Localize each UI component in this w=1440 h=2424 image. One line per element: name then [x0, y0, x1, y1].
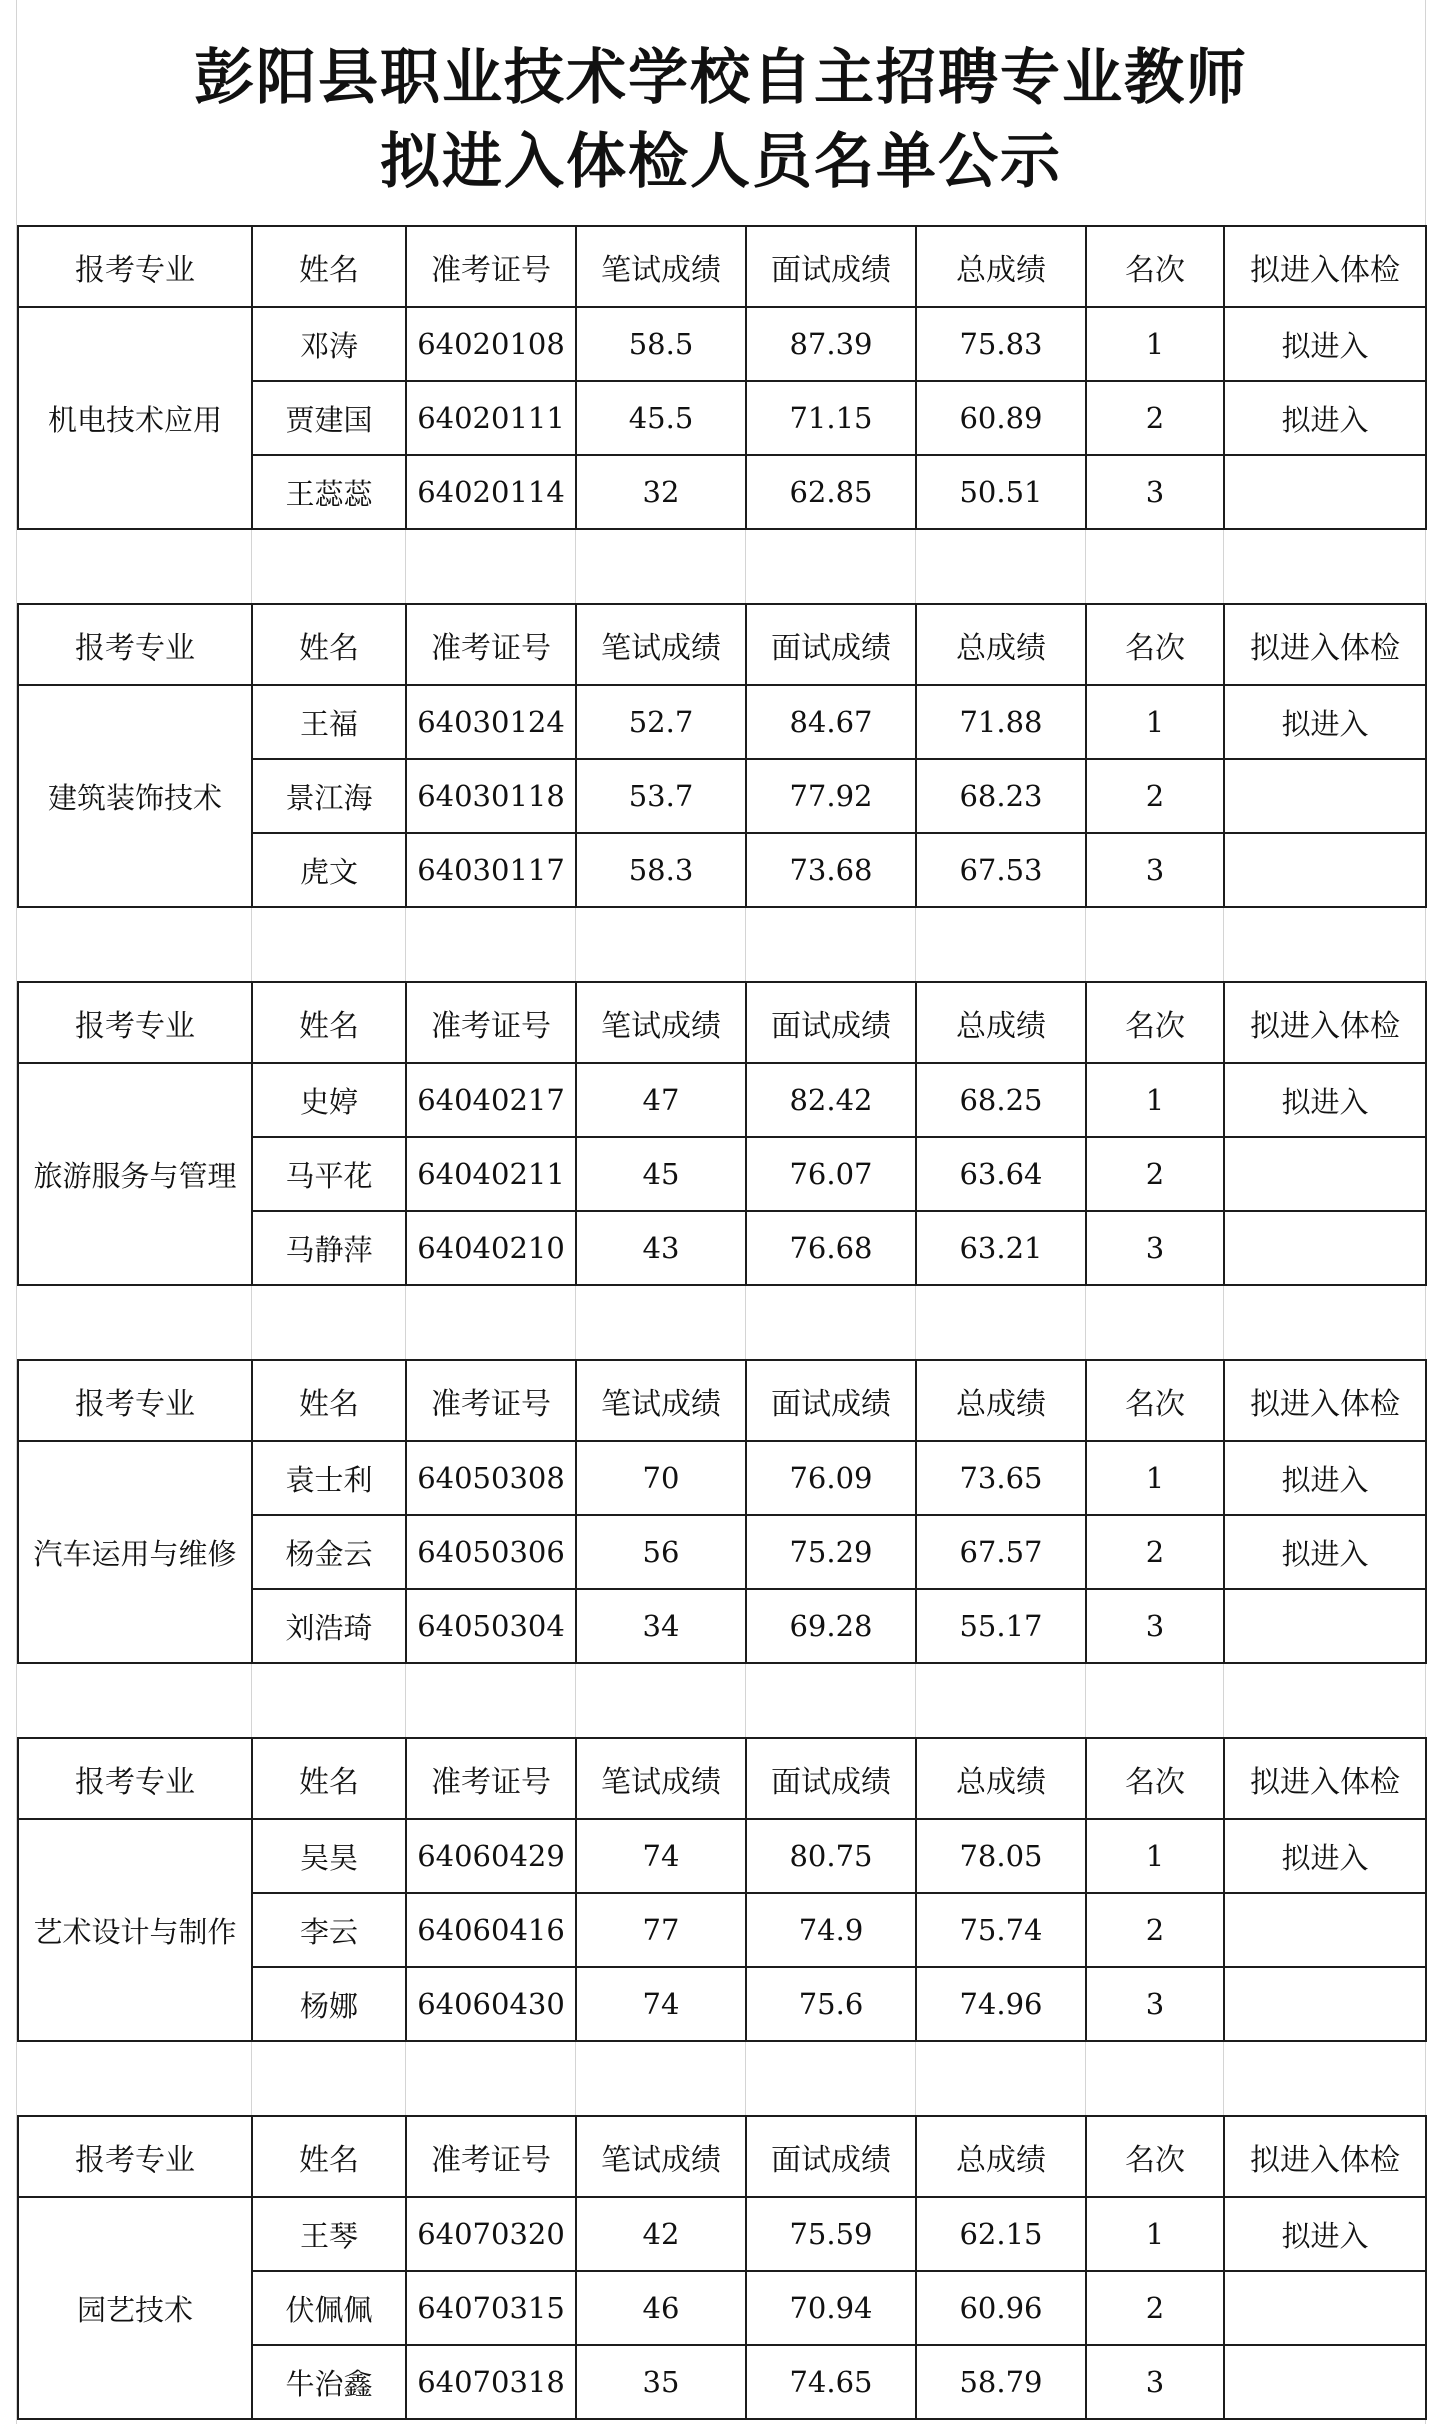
table-header-row — [18, 982, 1426, 1063]
header-total-score: 总成绩 — [916, 604, 1086, 685]
score-table — [17, 1359, 1427, 1664]
cell-interview-score: 80.75 — [746, 1819, 916, 1893]
cell-exam-id: 64060416 — [406, 1893, 576, 1967]
cell-name: 贾建国 — [252, 381, 406, 455]
section-table — [17, 1737, 1425, 2042]
gridline — [405, 530, 406, 603]
cell-rank: 2 — [1086, 1137, 1224, 1211]
cell-exam-id: 64040211 — [406, 1137, 576, 1211]
table-row — [18, 1819, 1426, 1893]
header-interview-score: 面试成绩 — [746, 1738, 916, 1819]
cell-major: 园艺技术 — [18, 2197, 252, 2419]
cell-name: 杨娜 — [252, 1967, 406, 2041]
cell-physical-exam — [1224, 833, 1426, 907]
table-row — [18, 685, 1426, 759]
cell-total-score: 73.65 — [916, 1441, 1086, 1515]
gridline — [915, 1664, 916, 1737]
cell-interview-score: 82.42 — [746, 1063, 916, 1137]
header-physical-exam: 拟进入体检 — [1224, 982, 1426, 1063]
gridline — [1223, 530, 1224, 603]
cell-name: 吴昊 — [252, 1819, 406, 1893]
cell-total-score: 67.57 — [916, 1515, 1086, 1589]
cell-exam-id: 64030118 — [406, 759, 576, 833]
cell-total-score: 68.25 — [916, 1063, 1086, 1137]
header-exam-id: 准考证号 — [406, 982, 576, 1063]
table-row — [18, 2197, 1426, 2271]
header-total-score: 总成绩 — [916, 226, 1086, 307]
cell-interview-score: 75.59 — [746, 2197, 916, 2271]
table-row — [18, 307, 1426, 381]
gridline — [1085, 1664, 1086, 1737]
cell-name: 王琴 — [252, 2197, 406, 2271]
cell-rank: 1 — [1086, 1819, 1224, 1893]
cell-written-score: 47 — [576, 1063, 746, 1137]
cell-written-score: 35 — [576, 2345, 746, 2419]
gridline — [915, 1286, 916, 1359]
header-major: 报考专业 — [18, 982, 252, 1063]
header-physical-exam: 拟进入体检 — [1224, 1738, 1426, 1819]
cell-physical-exam: 拟进入 — [1224, 1819, 1426, 1893]
header-name: 姓名 — [252, 604, 406, 685]
gridline — [575, 1286, 576, 1359]
gridline — [1085, 2042, 1086, 2115]
cell-physical-exam: 拟进入 — [1224, 307, 1426, 381]
gridline — [575, 1664, 576, 1737]
header-physical-exam: 拟进入体检 — [1224, 1360, 1426, 1441]
cell-written-score: 70 — [576, 1441, 746, 1515]
cell-interview-score: 71.15 — [746, 381, 916, 455]
gridline — [1223, 2042, 1224, 2115]
cell-major: 机电技术应用 — [18, 307, 252, 529]
section-table — [17, 603, 1425, 908]
header-physical-exam: 拟进入体检 — [1224, 604, 1426, 685]
cell-physical-exam — [1224, 1893, 1426, 1967]
cell-written-score: 77 — [576, 1893, 746, 1967]
header-major: 报考专业 — [18, 604, 252, 685]
section-table — [17, 225, 1425, 530]
cell-rank: 1 — [1086, 2197, 1224, 2271]
cell-written-score: 74 — [576, 1819, 746, 1893]
header-rank: 名次 — [1086, 2116, 1224, 2197]
cell-name: 杨金云 — [252, 1515, 406, 1589]
header-written-score: 笔试成绩 — [576, 1738, 746, 1819]
gridline — [745, 530, 746, 603]
cell-total-score: 63.21 — [916, 1211, 1086, 1285]
cell-physical-exam — [1224, 1137, 1426, 1211]
gridline-spacer — [17, 530, 1425, 603]
header-interview-score: 面试成绩 — [746, 2116, 916, 2197]
cell-exam-id: 64020111 — [406, 381, 576, 455]
cell-total-score: 78.05 — [916, 1819, 1086, 1893]
table-row — [18, 1063, 1426, 1137]
header-rank: 名次 — [1086, 1360, 1224, 1441]
cell-written-score: 34 — [576, 1589, 746, 1663]
cell-physical-exam — [1224, 2345, 1426, 2419]
cell-total-score: 62.15 — [916, 2197, 1086, 2271]
cell-physical-exam — [1224, 455, 1426, 529]
header-written-score: 笔试成绩 — [576, 1360, 746, 1441]
cell-total-score: 68.23 — [916, 759, 1086, 833]
header-interview-score: 面试成绩 — [746, 982, 916, 1063]
header-written-score: 笔试成绩 — [576, 604, 746, 685]
cell-rank: 3 — [1086, 1211, 1224, 1285]
cell-total-score: 75.74 — [916, 1893, 1086, 1967]
header-physical-exam: 拟进入体检 — [1224, 226, 1426, 307]
header-name: 姓名 — [252, 1360, 406, 1441]
table-header-row — [18, 1360, 1426, 1441]
cell-physical-exam: 拟进入 — [1224, 1441, 1426, 1515]
header-total-score: 总成绩 — [916, 2116, 1086, 2197]
cell-rank: 1 — [1086, 1063, 1224, 1137]
gridline — [915, 530, 916, 603]
gridline — [915, 2042, 916, 2115]
cell-exam-id: 64020108 — [406, 307, 576, 381]
cell-written-score: 58.5 — [576, 307, 746, 381]
cell-exam-id: 64040217 — [406, 1063, 576, 1137]
header-rank: 名次 — [1086, 1738, 1224, 1819]
cell-interview-score: 74.65 — [746, 2345, 916, 2419]
cell-total-score: 60.89 — [916, 381, 1086, 455]
header-interview-score: 面试成绩 — [746, 604, 916, 685]
table-header-row — [18, 1738, 1426, 1819]
cell-written-score: 52.7 — [576, 685, 746, 759]
header-interview-score: 面试成绩 — [746, 1360, 916, 1441]
header-total-score: 总成绩 — [916, 1738, 1086, 1819]
gridline — [575, 908, 576, 981]
gridline — [915, 908, 916, 981]
header-name: 姓名 — [252, 982, 406, 1063]
cell-written-score: 74 — [576, 1967, 746, 2041]
cell-interview-score: 76.09 — [746, 1441, 916, 1515]
cell-written-score: 43 — [576, 1211, 746, 1285]
table-row — [18, 1441, 1426, 1515]
cell-rank: 2 — [1086, 381, 1224, 455]
cell-physical-exam: 拟进入 — [1224, 2197, 1426, 2271]
cell-written-score: 56 — [576, 1515, 746, 1589]
cell-exam-id: 64050308 — [406, 1441, 576, 1515]
gridline — [745, 2042, 746, 2115]
gridline-spacer — [17, 1664, 1425, 1737]
header-total-score: 总成绩 — [916, 982, 1086, 1063]
cell-total-score: 71.88 — [916, 685, 1086, 759]
cell-exam-id: 64020114 — [406, 455, 576, 529]
cell-rank: 2 — [1086, 1893, 1224, 1967]
spreadsheet-page — [16, 0, 1426, 2424]
header-major: 报考专业 — [18, 1738, 252, 1819]
gridline — [745, 908, 746, 981]
results-grid — [17, 225, 1425, 2420]
cell-exam-id: 64030124 — [406, 685, 576, 759]
gridline — [251, 530, 252, 603]
gridline — [405, 1286, 406, 1359]
cell-name: 马静萍 — [252, 1211, 406, 1285]
cell-exam-id: 64060429 — [406, 1819, 576, 1893]
cell-written-score: 32 — [576, 455, 746, 529]
cell-exam-id: 64070318 — [406, 2345, 576, 2419]
cell-interview-score: 75.29 — [746, 1515, 916, 1589]
cell-name: 景江海 — [252, 759, 406, 833]
cell-major: 艺术设计与制作 — [18, 1819, 252, 2041]
section-table — [17, 981, 1425, 1286]
gridline — [405, 2042, 406, 2115]
cell-exam-id: 64070315 — [406, 2271, 576, 2345]
gridline — [1085, 530, 1086, 603]
cell-rank: 2 — [1086, 2271, 1224, 2345]
score-table — [17, 603, 1427, 908]
cell-rank: 1 — [1086, 307, 1224, 381]
score-table — [17, 2115, 1427, 2420]
table-header-row — [18, 604, 1426, 685]
gridline-spacer — [17, 1286, 1425, 1359]
header-name: 姓名 — [252, 2116, 406, 2197]
gridline — [405, 1664, 406, 1737]
cell-total-score: 67.53 — [916, 833, 1086, 907]
gridline — [251, 908, 252, 981]
cell-total-score: 58.79 — [916, 2345, 1086, 2419]
cell-physical-exam: 拟进入 — [1224, 1063, 1426, 1137]
cell-total-score: 75.83 — [916, 307, 1086, 381]
gridline — [251, 1664, 252, 1737]
cell-rank: 2 — [1086, 759, 1224, 833]
header-total-score: 总成绩 — [916, 1360, 1086, 1441]
cell-interview-score: 84.67 — [746, 685, 916, 759]
cell-interview-score: 75.6 — [746, 1967, 916, 2041]
gridline — [1085, 1286, 1086, 1359]
cell-total-score: 50.51 — [916, 455, 1086, 529]
gridline-spacer — [17, 908, 1425, 981]
cell-total-score: 60.96 — [916, 2271, 1086, 2345]
cell-name: 刘浩琦 — [252, 1589, 406, 1663]
cell-interview-score: 70.94 — [746, 2271, 916, 2345]
cell-rank: 3 — [1086, 833, 1224, 907]
cell-exam-id: 64060430 — [406, 1967, 576, 2041]
cell-interview-score: 69.28 — [746, 1589, 916, 1663]
header-written-score: 笔试成绩 — [576, 226, 746, 307]
gridline — [575, 2042, 576, 2115]
cell-written-score: 53.7 — [576, 759, 746, 833]
cell-total-score: 63.64 — [916, 1137, 1086, 1211]
cell-rank: 3 — [1086, 455, 1224, 529]
cell-interview-score: 62.85 — [746, 455, 916, 529]
header-rank: 名次 — [1086, 226, 1224, 307]
cell-rank: 3 — [1086, 1589, 1224, 1663]
cell-written-score: 45.5 — [576, 381, 746, 455]
gridline — [251, 2042, 252, 2115]
header-major: 报考专业 — [18, 226, 252, 307]
header-exam-id: 准考证号 — [406, 1738, 576, 1819]
header-name: 姓名 — [252, 1738, 406, 1819]
cell-name: 袁士利 — [252, 1441, 406, 1515]
cell-exam-id: 64050306 — [406, 1515, 576, 1589]
table-header-row — [18, 2116, 1426, 2197]
cell-physical-exam: 拟进入 — [1224, 685, 1426, 759]
gridline — [745, 1286, 746, 1359]
cell-written-score: 58.3 — [576, 833, 746, 907]
cell-name: 虎文 — [252, 833, 406, 907]
header-rank: 名次 — [1086, 604, 1224, 685]
score-table — [17, 225, 1427, 530]
cell-major: 建筑装饰技术 — [18, 685, 252, 907]
cell-physical-exam: 拟进入 — [1224, 381, 1426, 455]
score-table — [17, 981, 1427, 1286]
cell-major: 旅游服务与管理 — [18, 1063, 252, 1285]
cell-total-score: 74.96 — [916, 1967, 1086, 2041]
gridline — [251, 1286, 252, 1359]
cell-physical-exam — [1224, 1589, 1426, 1663]
cell-exam-id: 64070320 — [406, 2197, 576, 2271]
cell-physical-exam — [1224, 759, 1426, 833]
gridline — [405, 908, 406, 981]
cell-physical-exam — [1224, 2271, 1426, 2345]
cell-interview-score: 87.39 — [746, 307, 916, 381]
cell-rank: 3 — [1086, 2345, 1224, 2419]
cell-name: 牛治鑫 — [252, 2345, 406, 2419]
cell-interview-score: 77.92 — [746, 759, 916, 833]
header-interview-score: 面试成绩 — [746, 226, 916, 307]
gridline-spacer — [17, 2042, 1425, 2115]
table-header-row — [18, 226, 1426, 307]
section-table — [17, 1359, 1425, 1664]
header-major: 报考专业 — [18, 1360, 252, 1441]
cell-name: 李云 — [252, 1893, 406, 1967]
header-rank: 名次 — [1086, 982, 1224, 1063]
cell-physical-exam: 拟进入 — [1224, 1515, 1426, 1589]
cell-name: 邓涛 — [252, 307, 406, 381]
cell-rank: 1 — [1086, 685, 1224, 759]
cell-name: 王福 — [252, 685, 406, 759]
header-physical-exam: 拟进入体检 — [1224, 2116, 1426, 2197]
header-exam-id: 准考证号 — [406, 2116, 576, 2197]
header-exam-id: 准考证号 — [406, 226, 576, 307]
gridline — [1085, 908, 1086, 981]
cell-physical-exam — [1224, 1967, 1426, 2041]
page-title: 彭阳县职业技术学校自主招聘专业教师 — [194, 43, 1248, 113]
cell-rank: 3 — [1086, 1967, 1224, 2041]
gridline — [1223, 1286, 1224, 1359]
cell-exam-id: 64040210 — [406, 1211, 576, 1285]
cell-interview-score: 74.9 — [746, 1893, 916, 1967]
cell-written-score: 46 — [576, 2271, 746, 2345]
gridline — [745, 1664, 746, 1737]
gridline — [1223, 1664, 1224, 1737]
cell-written-score: 45 — [576, 1137, 746, 1211]
cell-name: 马平花 — [252, 1137, 406, 1211]
cell-major: 汽车运用与维修 — [18, 1441, 252, 1663]
score-table — [17, 1737, 1427, 2042]
page-subtitle: 拟进入体检人员名单公示 — [380, 127, 1062, 197]
header-written-score: 笔试成绩 — [576, 2116, 746, 2197]
header-written-score: 笔试成绩 — [576, 982, 746, 1063]
cell-rank: 2 — [1086, 1515, 1224, 1589]
cell-name: 王蕊蕊 — [252, 455, 406, 529]
header-exam-id: 准考证号 — [406, 1360, 576, 1441]
cell-exam-id: 64030117 — [406, 833, 576, 907]
gridline — [1223, 908, 1224, 981]
cell-interview-score: 76.68 — [746, 1211, 916, 1285]
cell-total-score: 55.17 — [916, 1589, 1086, 1663]
cell-rank: 1 — [1086, 1441, 1224, 1515]
cell-interview-score: 76.07 — [746, 1137, 916, 1211]
gridline — [575, 530, 576, 603]
cell-name: 史婷 — [252, 1063, 406, 1137]
cell-written-score: 42 — [576, 2197, 746, 2271]
cell-exam-id: 64050304 — [406, 1589, 576, 1663]
header-name: 姓名 — [252, 226, 406, 307]
cell-physical-exam — [1224, 1211, 1426, 1285]
cell-interview-score: 73.68 — [746, 833, 916, 907]
header-major: 报考专业 — [18, 2116, 252, 2197]
header-exam-id: 准考证号 — [406, 604, 576, 685]
cell-name: 伏佩佩 — [252, 2271, 406, 2345]
section-table — [17, 2115, 1425, 2420]
